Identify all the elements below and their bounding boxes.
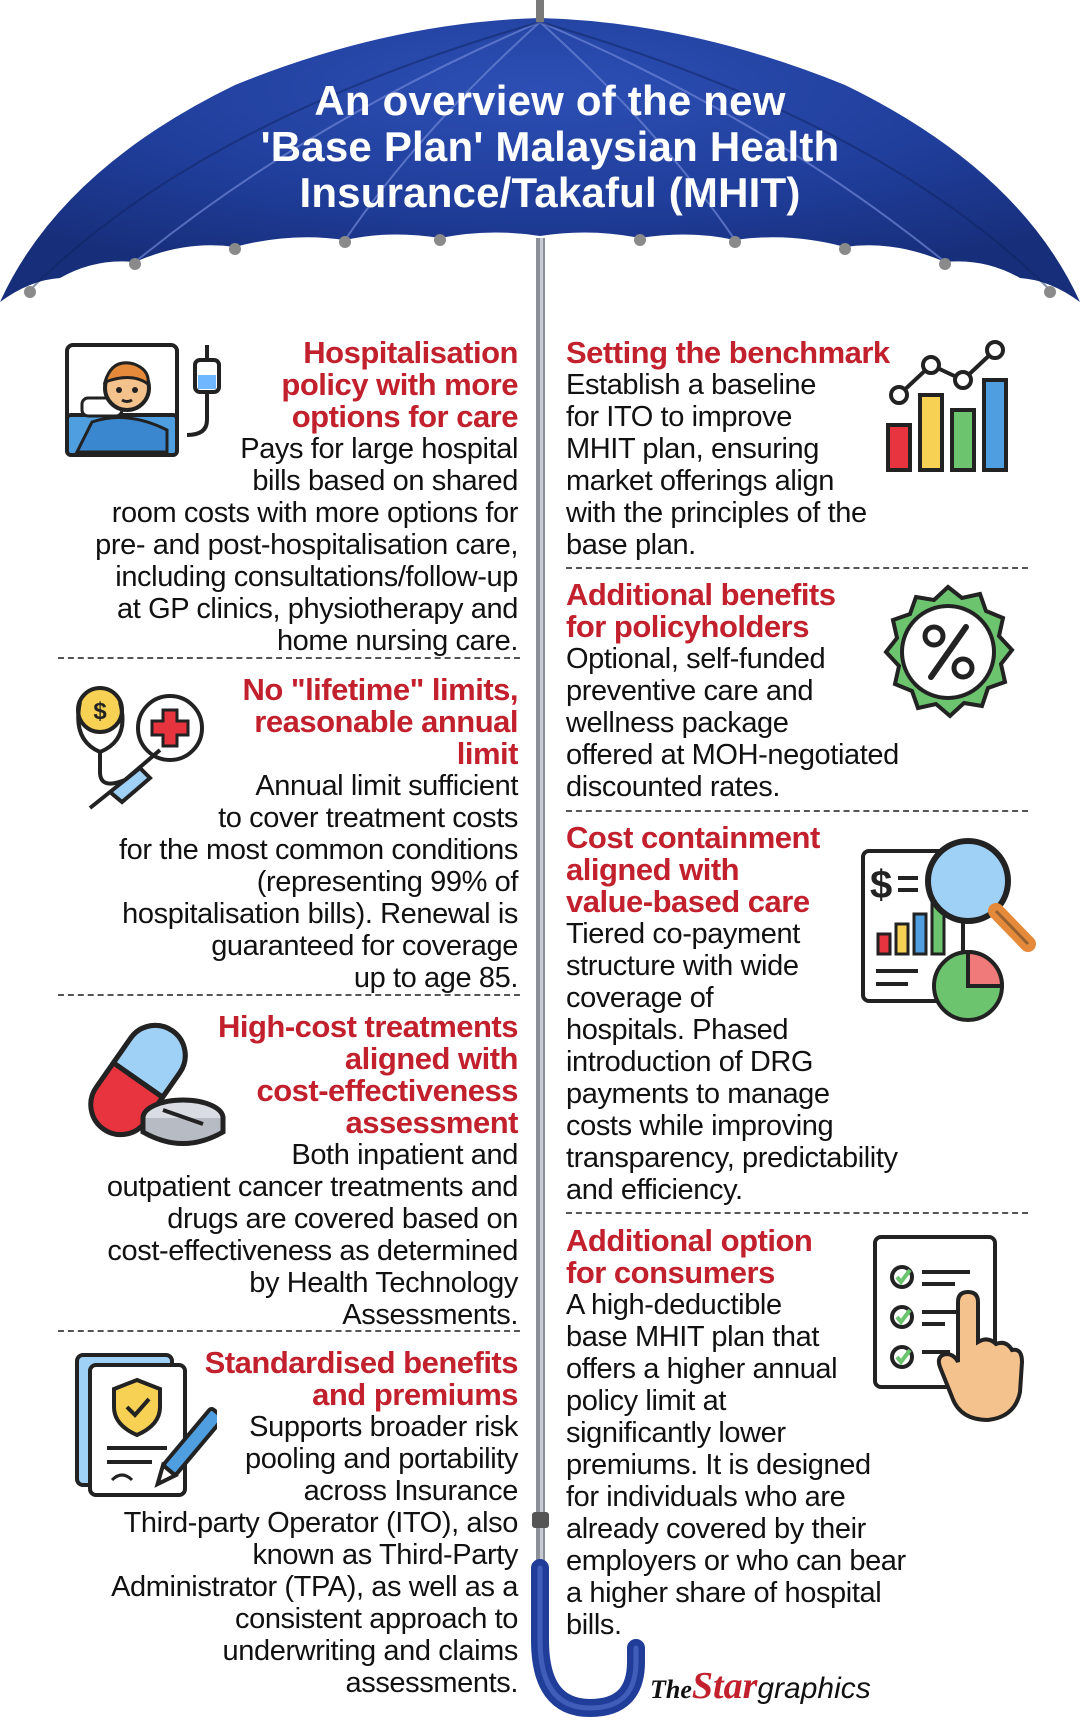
section-body: Both inpatient and outpatient cancer treatments and drugs are covered based on cost-effectiveness as determined by Health Technology Assessments. — [106, 1139, 518, 1331]
section-body: A high-deductible base MHIT plan that offers a higher annual policy limit at significantly lower premiums. It is designed for individuals who are already covered by their employers or who can bear a higher share of hospital bills. — [566, 1289, 906, 1641]
page-title — [190, 78, 910, 216]
thestar-graphics-logo: TheStargraphics — [650, 1665, 871, 1707]
section-body: Tiered co-payment structure with wide coverage of hospitals. Phased introduction of DRG payments to manage costs while improving transparency, predictability and efficiency. — [566, 918, 898, 1206]
divider — [58, 657, 520, 659]
divider — [566, 810, 1028, 812]
policy-document-pen-icon — [72, 1345, 217, 1500]
section-heading: Setting the benchmark — [566, 335, 890, 370]
svg-text:$: $ — [870, 863, 893, 907]
title-line: An overview of the new — [314, 77, 786, 124]
section-body: Annual limit sufficient to cover treatment costs for the most common conditions (representing 99% of hospitalisation bills). Renewal is guaranteed for coverage up to age 85. — [118, 770, 518, 994]
section-body: Optional, self-funded preventive care and wellness package offered at MOH-negotiated discounted rates. — [566, 643, 899, 803]
section-heading: Additional benefits for policyholders — [566, 577, 836, 644]
bar-chart-trend-icon — [880, 340, 1020, 475]
section-body: Supports broader risk pooling and portability across Insurance Third-party Operator (ITO), also known as Third-Party Administrator (TPA), as well as a consistent approach to underwriting and claims assessments. — [111, 1411, 518, 1699]
stethoscope-syringe-icon — [70, 680, 220, 815]
section-heading: Standardised benefits and premiums — [204, 1345, 518, 1412]
checklist-hand-icon — [870, 1232, 1028, 1427]
capsule-pill-icon — [78, 1010, 228, 1150]
hospital-bed-patient-icon — [62, 340, 232, 465]
divider — [566, 567, 1028, 569]
section-heading: Cost containment aligned with value-based care — [566, 820, 820, 919]
section-heading: No "lifetime" limits, reasonable annual limit — [242, 672, 518, 771]
divider — [58, 994, 520, 996]
title-line: 'Base Plan' Malaysian Health — [260, 123, 840, 170]
section-heading: Hospitalisation policy with more options for care — [281, 335, 518, 434]
section-body: Pays for large hospital bills based on shared room costs with more options for pre- and post-hospitalisation care, including consultations/follow-up at GP clinics, physiotherapy and home nursing care. — [95, 433, 518, 657]
section-body: Establish a baseline for ITO to improve MHIT plan, ensuring market offerings align with the principles of the base plan. — [566, 369, 867, 561]
svg-text:$: $ — [93, 698, 107, 725]
discount-badge-icon — [876, 582, 1021, 727]
section-heading: High-cost treatments aligned with cost-effectiveness assessment — [217, 1009, 518, 1140]
divider — [58, 1330, 520, 1332]
section-heading: Additional option for consumers — [566, 1223, 813, 1290]
cost-analysis-magnifier-icon — [858, 826, 1038, 1026]
divider — [566, 1212, 1028, 1214]
title-line: Insurance/Takaful (MHIT) — [299, 169, 801, 216]
